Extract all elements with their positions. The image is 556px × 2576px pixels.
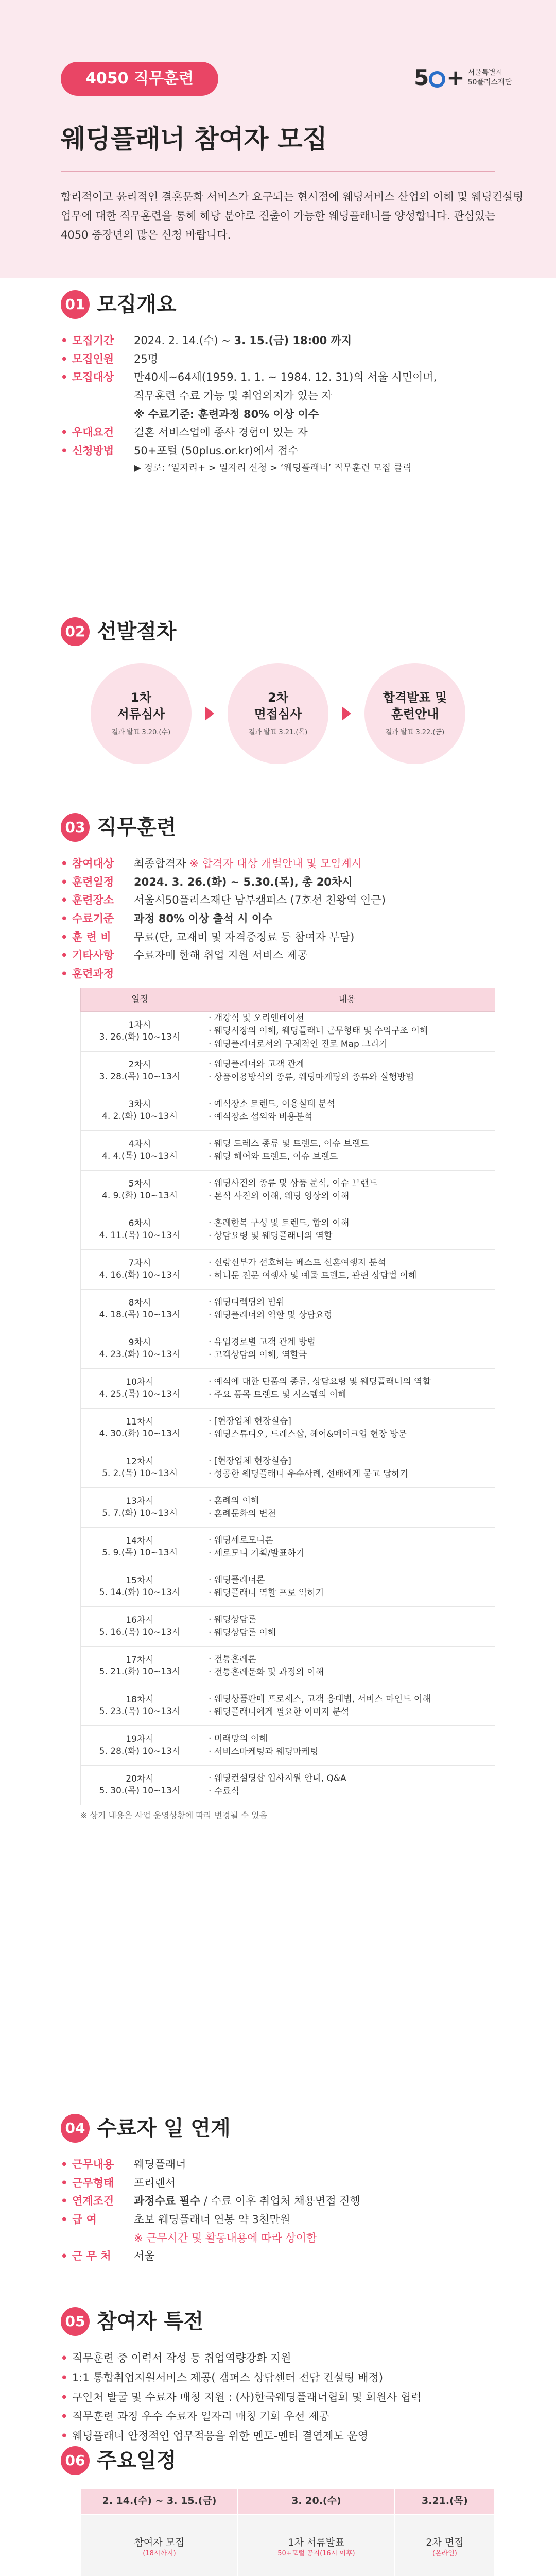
- list-item: • 웨딩플래너 안정적인 업무적응을 위한 멘토-멘티 결연제도 운영: [61, 2427, 495, 2446]
- list-item: • 1:1 통합취업지원서비스 제공( 캠퍼스 상담센터 전담 컨설팅 배정): [61, 2368, 495, 2388]
- info-row: • 급 여 초보 웨딩플래너 연봉 약 3천만원 ※ 근무시간 및 활동내용에 따라 상이함: [61, 2213, 317, 2244]
- table-row: [81, 1011, 495, 1052]
- step-document-review: 1차 서류심사 결과 발표 3.20.(수): [91, 663, 192, 764]
- info-row: • 근무형태 프리랜서: [61, 2176, 176, 2189]
- session-content-cell: · 혼례한복 구성 및 트렌드, 함의 이해 · 상담요령 및 웨딩플래너의 역할: [199, 1210, 495, 1250]
- table-header: 3.21.(목): [395, 2488, 495, 2514]
- table-row: [81, 1250, 495, 1290]
- section-title: 선발절차: [97, 620, 177, 643]
- table-row: [81, 1290, 495, 1329]
- selection-steps: [61, 663, 495, 764]
- info-row: • 훈련일정 2024. 3. 26.(화) ~ 5.30.(목), 총 20차시: [61, 875, 353, 888]
- table-row: [81, 1171, 495, 1210]
- session-date-cell: 18차시 5. 23.(목) 10~13시: [81, 1686, 199, 1726]
- logo-text-line1: 서울특별시: [467, 69, 503, 77]
- info-row: • 훈련장소 서울시50플러스재단 남부캠퍼스 (7호선 천왕역 인근): [61, 894, 386, 907]
- section-title: 주요일정: [97, 2449, 177, 2472]
- session-content-cell: · 웨딩세로모니론 · 세로모니 기획/발표하기: [199, 1528, 495, 1567]
- section-number: 03: [61, 813, 90, 842]
- session-content-cell: · 전통혼례론 · 전통혼례문화 및 과정의 이해: [199, 1647, 495, 1686]
- session-date-cell: 15차시 5. 14.(화) 10~13시: [81, 1567, 199, 1607]
- session-date-cell: 10차시 4. 25.(목) 10~13시: [81, 1369, 199, 1409]
- schedule-note: ※ 상기 내용은 사업 운영상황에 따라 변경될 수 있음: [80, 1810, 268, 1821]
- arrow-right-icon: [342, 706, 351, 721]
- section-key-schedule: [61, 2445, 495, 2576]
- list-item: • 직무훈련 중 이력서 작성 등 취업역량강화 지원: [61, 2349, 495, 2368]
- session-date-cell: 11차시 4. 30.(화) 10~13시: [81, 1409, 199, 1448]
- session-content-cell: · [현장업체 현장실습] · 웨딩스튜디오, 드레스샵, 헤어&메이크업 현장 방문: [199, 1409, 495, 1448]
- section-number: 01: [61, 290, 90, 319]
- session-content-cell: · 유입경로별 고객 관계 방법 · 고객상담의 이해, 역할극: [199, 1329, 495, 1369]
- session-content-cell: · 웨딩상품판매 프로세스, 고객 응대법, 서비스 마인드 이해 · 웨딩플래너에게 필요한 이미지 분석: [199, 1686, 495, 1726]
- arrow-right-icon: [205, 706, 214, 721]
- table-header: 내용: [199, 988, 495, 1011]
- session-content-cell: · 웨딩디렉팅의 범위 · 웨딩플래너의 역할 및 상담요령: [199, 1290, 495, 1329]
- table-header: 3. 20.(수): [238, 2488, 395, 2514]
- section-title: 직무훈련: [97, 816, 177, 839]
- section-title: 참여자 특전: [97, 2310, 204, 2333]
- session-content-cell: · 혼례의 이해 · 혼례문화의 변천: [199, 1488, 495, 1528]
- session-content-cell: · 신랑신부가 선호하는 베스트 신혼여행지 분석 · 허니문 전문 여행사 및 예물 트렌드, 관련 상담법 이해: [199, 1250, 495, 1290]
- table-cell: 2차 면접 (온라인): [395, 2514, 495, 2576]
- table-row: [81, 1052, 495, 1091]
- info-row: • 근 무 처 서울: [61, 2250, 155, 2263]
- benefits-list: [61, 2349, 495, 2446]
- session-date-cell: 3차시 4. 2.(화) 10~13시: [81, 1091, 199, 1131]
- session-date-cell: 6차시 4. 11.(목) 10~13시: [81, 1210, 199, 1250]
- program-badge: 4050 직무훈련: [61, 62, 218, 96]
- table-cell: 1차 서류발표 50+포털 공지(16시 이후): [238, 2514, 395, 2576]
- info-row: • 모집기간 2024. 2. 14.(수) ~ 3. 15.(금) 18:00 까지: [61, 334, 352, 347]
- table-row: [81, 1210, 495, 1250]
- info-row: • 기타사항 수료자에 한해 취업 지원 서비스 제공: [61, 949, 308, 962]
- session-content-cell: · 예식에 대한 단품의 종류, 상담요령 및 웨딩플래너의 역할 · 주요 품목 트렌드 및 시스템의 이해: [199, 1369, 495, 1409]
- session-content-cell: · 예식장소 트렌드, 이용실태 분석 · 예식장소 섭외와 비용분석: [199, 1091, 495, 1131]
- table-row: [81, 1329, 495, 1369]
- info-row: • 수료기준 과정 80% 이상 출석 시 이수: [61, 912, 273, 925]
- table-row: [81, 1448, 495, 1488]
- session-content-cell: · 웨딩 드레스 종류 및 트렌드, 이슈 브랜드 · 웨딩 헤어와 트렌드, 이슈 브랜드: [199, 1131, 495, 1171]
- info-row: • 신청방법 50+포털 (50plus.or.kr)에서 접수 ▶ 경로: ‘일자리+ > 일자리 신청 > ‘웨딩플래너’ 직무훈련 모집 클릭: [61, 445, 412, 473]
- title-divider: [61, 171, 495, 172]
- session-date-cell: 2차시 3. 28.(목) 10~13시: [81, 1052, 199, 1091]
- table-row: [81, 1528, 495, 1567]
- section-number: 02: [61, 617, 90, 646]
- session-content-cell: · 웨딩플래너와 고객 관계 · 상품이용방식의 종류, 웨딩마케팅의 종류와 실행방법: [199, 1052, 495, 1091]
- session-date-cell: 4차시 4. 4.(목) 10~13시: [81, 1131, 199, 1171]
- session-content-cell: · 웨딩플래너론 · 웨딩플래너 역할 프로 익히기: [199, 1567, 495, 1607]
- session-date-cell: 8차시 4. 18.(목) 10~13시: [81, 1290, 199, 1329]
- table-header: 일정: [81, 988, 199, 1011]
- table-row: [81, 1607, 495, 1647]
- logo-text-line2: 50플러스재단: [467, 78, 512, 87]
- table-row: [81, 1131, 495, 1171]
- session-content-cell: · 개강식 및 오리엔테이션 · 웨딩시장의 이해, 웨딩플래너 근무형태 및 수익구조 이해 · 웨딩플래너로서의 구체적인 진로 Map 그리기: [199, 1011, 495, 1052]
- session-date-cell: 12차시 5. 2.(목) 10~13시: [81, 1448, 199, 1488]
- session-content-cell: · 웨딩상담론 · 웨딩상담론 이해: [199, 1607, 495, 1647]
- session-date-cell: 1차시 3. 26.(화) 10~13시: [81, 1011, 199, 1052]
- training-schedule-table: [80, 988, 495, 1806]
- table-row: [81, 1409, 495, 1448]
- info-row: • 참여대상 최종합격자 ※ 합격자 대상 개별안내 및 모임계시: [61, 857, 362, 870]
- table-row: [81, 1726, 495, 1766]
- logo-circle-icon: [429, 71, 445, 88]
- section-number: 06: [61, 2446, 90, 2475]
- table-row: [81, 1766, 495, 1805]
- table-cell: 참여자 모집 (18시까지): [81, 2514, 238, 2576]
- section-selection-process: [61, 616, 495, 764]
- session-date-cell: 14차시 5. 9.(목) 10~13시: [81, 1528, 199, 1567]
- session-date-cell: 17차시 5. 21.(화) 10~13시: [81, 1647, 199, 1686]
- section-participant-benefits: [61, 2306, 495, 2446]
- session-date-cell: 19차시 5. 28.(화) 10~13시: [81, 1726, 199, 1766]
- info-row: • 연계조건 과정수료 필수 / 수료 이후 취업처 채용면접 진행: [61, 2195, 360, 2208]
- table-row: [81, 1488, 495, 1528]
- foundation-logo: [414, 61, 512, 94]
- list-item: • 직무훈련 과정 우수 수료자 일자리 매칭 기회 우선 제공: [61, 2407, 495, 2427]
- session-date-cell: 16차시 5. 16.(목) 10~13시: [81, 1607, 199, 1647]
- table-row: [81, 1369, 495, 1409]
- step-final-announcement: 합격발표 및 훈련안내 결과 발표 3.22.(금): [364, 663, 465, 764]
- info-row: • 훈 련 비 무료(단, 교재비 및 자격증정료 등 참여자 부담): [61, 930, 355, 943]
- list-item: • 구인처 발굴 및 수료자 매칭 지원 : (사)한국웨딩플래너협회 및 회원사 협력: [61, 2388, 495, 2408]
- section-job-training: [61, 811, 495, 1822]
- hero-section: [0, 0, 556, 278]
- section-title: 모집개요: [97, 293, 177, 316]
- page-title: 웨딩플래너 참여자 모집: [61, 124, 327, 154]
- session-content-cell: · 웨딩컨설팅샵 입사지원 안내, Q&A · 수료식: [199, 1766, 495, 1805]
- table-row: [81, 1647, 495, 1686]
- session-date-cell: 13차시 5. 7.(화) 10~13시: [81, 1488, 199, 1528]
- table-row: [81, 1567, 495, 1607]
- table-row: [81, 1686, 495, 1726]
- step-interview: 2차 면접심사 결과 발표 3.21.(목): [228, 663, 328, 764]
- session-date-cell: 9차시 4. 23.(화) 10~13시: [81, 1329, 199, 1369]
- session-content-cell: · 미래망의 이해 · 서비스마케팅과 웨딩마케팅: [199, 1726, 495, 1766]
- info-row: • 근무내용 웨딩플래너: [61, 2158, 186, 2171]
- info-row: • 우대요건 결혼 서비스업에 종사 경험이 있는 자: [61, 426, 308, 439]
- table-header: 2. 14.(수) ~ 3. 15.(금): [81, 2488, 238, 2514]
- section-recruitment-overview: [61, 289, 495, 476]
- section-number: 05: [61, 2307, 90, 2336]
- session-content-cell: · [현장업체 현장실습] · 성공한 웨딩플래너 우수사례, 선배에게 묻고 답하기: [199, 1448, 495, 1488]
- session-date-cell: 5차시 4. 9.(화) 10~13시: [81, 1171, 199, 1210]
- session-content-cell: · 웨딩사진의 종류 및 상품 분석, 이슈 브랜드 · 본식 사진의 이해, 웨딩 영상의 이해: [199, 1171, 495, 1210]
- session-date-cell: 7차시 4. 16.(화) 10~13시: [81, 1250, 199, 1290]
- section-job-linkage: [61, 2112, 495, 2266]
- section-number: 04: [61, 2114, 90, 2143]
- info-row: • 모집대상 만40세~64세(1959. 1. 1. ~ 1984. 12. 31)의 서울 시민이며, 직무훈련 수료 가능 및 취업의지가 있는 자 ※ 수료기준: 훈련과정 80% 이상 이수: [61, 371, 437, 420]
- info-row: • 모집인원 25명: [61, 352, 159, 365]
- info-row: • 훈련과정: [61, 968, 114, 980]
- logo-mark: 5 +: [414, 65, 464, 90]
- table-row: [81, 1091, 495, 1131]
- section-title: 수료자 일 연계: [97, 2116, 231, 2140]
- session-date-cell: 20차시 5. 30.(목) 10~13시: [81, 1766, 199, 1805]
- intro-description: 합리적이고 윤리적인 결혼문화 서비스가 요구되는 현시점에 웨딩서비스 산업의 이해 및 웨딩컨설팅 업무에 대한 직무훈련을 통해 해당 분야로 진출이 가능한 웨딩플래너를 양성합니다. 관심있는 4050 중장년의 많은 신청 바랍니다.: [61, 191, 524, 241]
- key-schedule-table: [80, 2488, 495, 2576]
